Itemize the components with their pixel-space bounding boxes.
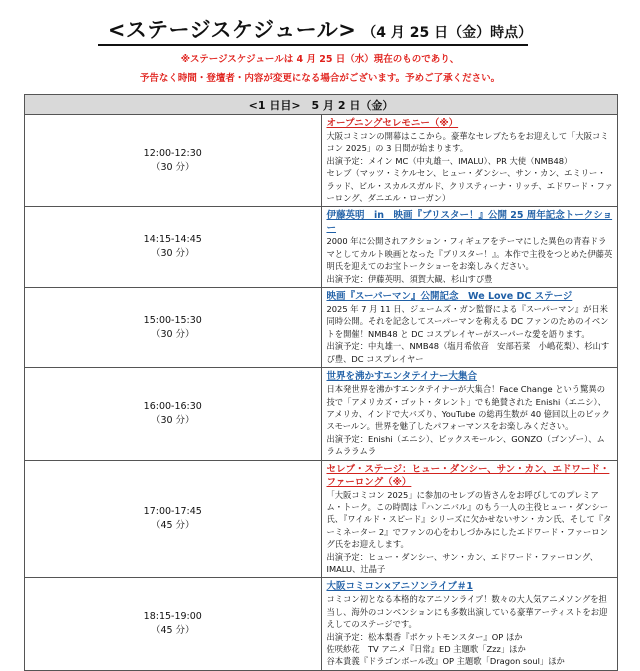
day-label: <1 日目> 5 月 2 日（金） [25,95,618,115]
time-cell [25,368,322,460]
event-detail-line: 出演予定：中丸雄一、NMB48（塩月希依音 安部若菜 小嶋花梨）、杉山すぴ豊、DC コスプレイヤー [326,341,610,364]
duration: （30 分） [150,328,195,340]
event-description: 「大阪コミコン 2025」に参加のセレブの皆さんをお呼びしてのプレミアム・トーク。この時間は『ハンニバル』のもう一人の主役ヒュー・ダンシー氏、『ワイルド・スピード』シリーズに欠かせないサン・カン氏、そして『ターミネーター 2』でファンの心をわしづかみにしたエドワード・ファーロング氏をお迎えします。 [326,489,612,550]
notice-line-2: 予告なく時間・登壇者・内容が変更になる場合がございます。予めご了承ください。 [139,73,501,84]
as-of-date: （4 月 25 日（金）時点） [362,25,533,41]
event-cell [321,368,618,460]
time-range: 18:15-19:00 [143,611,202,623]
event-title: 映画『スーパーマン』公開記念 We Love DC ステージ [326,291,573,303]
schedule-row [25,578,618,670]
time-range: 12:00-12:30 [143,147,202,159]
event-description: 2025 年 7 月 11 日、ジェームズ・ガン監督による『スーパーマン』が日米同時公開。それを記念してスーパーマンを称える DC ファンのためのイベントを開催！NMB48 と DC コスプレイヤーがスーパーな愛を語ります。 [326,304,609,339]
event-cell [321,460,618,578]
event-detail-line: 出演予定：ヒュー・ダンシー、サン・カン、エドワード・ファーロング、IMALU、辻晶子 [326,551,599,574]
event-detail-line: 出演予定：Enishi（エニシ）、ピックスモールン、GONZO（ゴンゾー）、ムラムララムラ [326,433,605,457]
time-cell [25,207,322,288]
event-detail-line: 出演予定：松本梨香『ポケットモンスター』OP ほか [326,631,523,642]
event-cell [321,288,618,368]
event-title: オープニングセレモニー（※） [326,118,459,129]
duration: （45 分） [150,519,195,531]
event-detail-line: 出演予定：メイン MC（中丸雄一、IMALU）、PR 大使（NMB48） [326,155,573,166]
event-title: 伊藤英明 in 映画『ブリスター！』公開 25 周年記念トークショー [326,210,613,235]
event-description: 2000 年に公開されアクション・フィギュアをテーマにした異色の青春ドラマとしてカルト映画となった『ブリスター！』。本作で主役をつとめた伊藤英明氏を迎えてのお宝トークショーをお楽しみください。 [326,236,613,272]
page-title [0,14,640,44]
event-cell [321,578,618,670]
duration: （30 分） [150,161,195,173]
time-range: 17:00-17:45 [143,505,202,517]
schedule-table [24,94,618,671]
day-header-row [25,95,618,115]
event-description: 大阪コミコンの開幕はここから。豪華なセレブたちをお迎えして「大阪コミコン 2025」の 3 日間が始まります。 [326,131,609,154]
title-underline [98,44,528,46]
time-range: 14:15-14:45 [143,234,202,246]
event-title: 世界を沸かすエンタテイナー大集合 [326,371,477,383]
event-detail-line: 出演予定：伊藤英明、須賀大観、杉山すぴ豊 [326,273,493,284]
event-title: 大阪コミコン×アニソンライブ＃1 [326,581,474,593]
event-description: 日本発世界を沸かすエンタテイナーが大集合！Face Change という驚異の技で「アメリカズ・ゴット・タレント」でも絶賛された Enishi（エニシ）、アメリカ、インドで大バズり、YouTube の総再生数が 40 億回以上のピックスモールン。世界を魅了したパフォーマンスをお楽しみください。 [326,384,610,432]
event-title: セレブ・ステージ：ヒュー・ダンシー、サン・カン、エドワード・ファーロング（※） [326,463,610,488]
duration: （45 分） [150,625,195,637]
duration: （30 分） [150,414,195,426]
schedule-row [25,207,618,288]
time-range: 16:00-16:30 [143,400,202,412]
schedule-title: <ステージスケジュール> [107,18,357,42]
time-cell [25,460,322,578]
time-cell [25,578,322,670]
time-range: 15:00-15:30 [143,314,202,326]
event-detail-line: 谷本貴義『ドラゴンボール改』OP 主題歌「Dragon soul」ほか [326,656,565,667]
schedule-row [25,115,618,207]
notice-line-1: ※ステージスケジュールは 4 月 25 日（水）現在のものであり、 [180,54,460,65]
duration: （30 分） [150,248,195,260]
schedule-row [25,288,618,368]
time-cell [25,288,322,368]
schedule-row [25,368,618,460]
event-detail-line: セレブ（マッツ・ミケルセン、ヒュー・ダンシー、サン・カン、エミリー・ラッド、ビル・スカルスガルド、クリスティーナ・リッチ、エドワード・ファーロング、ダニエル・ローガン） [326,168,613,204]
schedule-row [25,460,618,578]
time-cell [25,115,322,207]
event-cell [321,115,618,207]
event-description: コミコン初となる本格的なアニソンライブ！数々の大人気アニメソングを担当し、海外のコンベンションにも多数出演している豪華アーティストをお迎えしてのステージです。 [326,594,608,630]
event-cell [321,207,618,288]
event-detail-line: 佐咲紗花 TV アニメ『日常』ED 主題歌「Zzz」ほか [326,644,526,654]
